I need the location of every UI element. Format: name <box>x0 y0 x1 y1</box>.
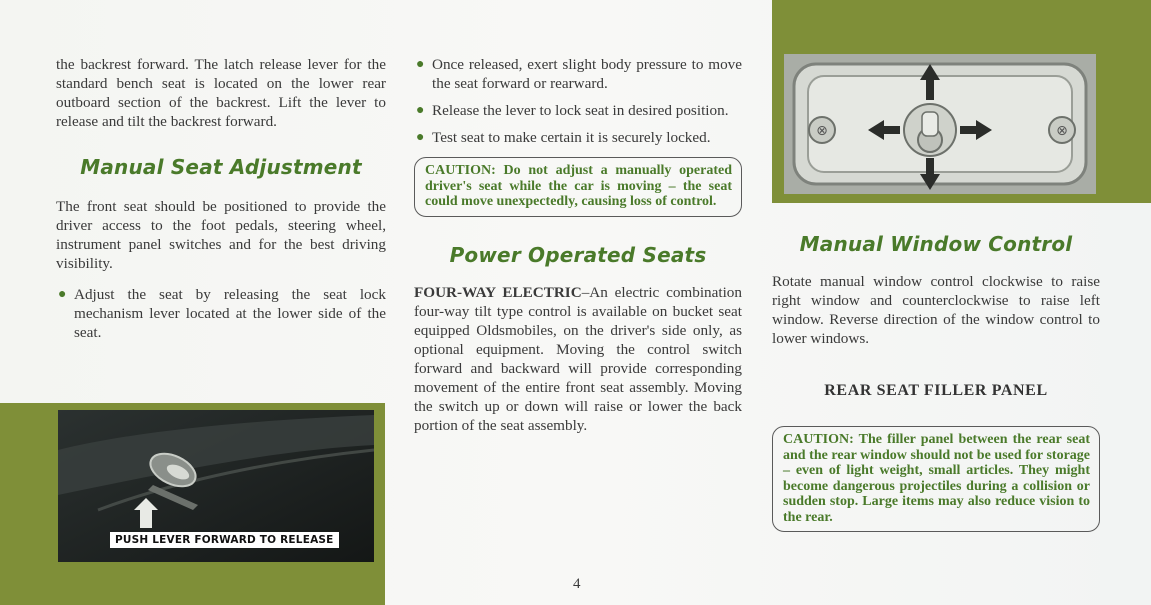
bullet-text: Adjust the seat by releasing the seat lock mechanism lever located at the lower side of the seat. <box>74 286 386 341</box>
svg-text:⊗: ⊗ <box>816 123 828 139</box>
manual-seat-paragraph: The front seat should be positioned to provide the driver access to the foot pedals, steering wheel, instrument panel switches and for the best driving visibility. <box>56 198 386 272</box>
caution-label: CAUTION: <box>783 432 854 447</box>
seat-caution-box <box>414 157 742 217</box>
window-control-paragraph: Rotate manual window control clockwise to raise right window and counterclockwise to raise left window. Reverse direction of the window control to lower windows. <box>772 273 1100 347</box>
intro-paragraph: the backrest forward. The latch release lever for the standard bench seat is located on the lower rear outboard section of the backrest. Lift the lever to release and tilt the backrest forward. <box>56 56 386 130</box>
photo-caption: PUSH LEVER FORWARD TO RELEASE <box>110 532 339 548</box>
list-item <box>414 55 742 93</box>
window-control-illustration <box>784 54 1096 194</box>
right-column <box>772 232 1100 532</box>
power-seats-paragraph <box>414 283 742 435</box>
window-control-heading: Manual Window Control <box>799 232 1073 256</box>
power-seats-heading: Power Operated Seats <box>449 242 707 267</box>
list-item <box>414 128 742 147</box>
manual-seat-heading: Manual Seat Adjustment <box>80 155 362 179</box>
four-way-label: FOUR-WAY ELECTRIC <box>414 283 582 301</box>
svg-text:⊗: ⊗ <box>1056 123 1068 139</box>
window-control-photo <box>784 54 1096 194</box>
list-item <box>414 101 742 120</box>
bullet-icon: ● <box>416 130 425 145</box>
bullet-icon: ● <box>416 103 425 118</box>
list-item <box>56 285 386 342</box>
middle-column <box>414 55 742 435</box>
caution-text: Do not adjust a manually operated driver's seat while the car is moving – the seat could move unexpectedly, causing loss of control. <box>425 163 733 209</box>
caution-text: The filler panel between the rear seat and the rear window should not be used for storage – even of light weight, small articles. They might become dangerous projectiles during a collision or sudden stop. Large items may also reduce vision to the rear. <box>783 432 1090 525</box>
seat-adjust-steps <box>414 55 742 147</box>
bullet-text: Test seat to make certain it is securely locked. <box>432 129 711 146</box>
filler-caution-box <box>772 426 1100 532</box>
bullet-text: Release the lever to lock seat in desired position. <box>432 102 729 119</box>
page-number: 4 <box>573 576 581 592</box>
left-column <box>56 55 386 350</box>
manual-seat-bullets <box>56 285 386 342</box>
bullet-icon: ● <box>58 287 67 302</box>
bullet-text: Once released, exert slight body pressure to move the seat forward or rearward. <box>432 56 742 92</box>
caution-label: CAUTION: <box>425 163 496 178</box>
power-seats-text: –An electric combination four-way tilt type control is available on bucket seat equipped Oldsmobiles, on the driver's side only, as optional equipment. Moving the control switch forward and backward will provide corresponding movement of the entire front seat assembly. Moving the switch up or down will raise or lower the back portion of the seat assembly. <box>414 283 742 434</box>
filler-panel-heading: REAR SEAT FILLER PANEL <box>824 382 1048 399</box>
bullet-icon: ● <box>416 57 425 72</box>
